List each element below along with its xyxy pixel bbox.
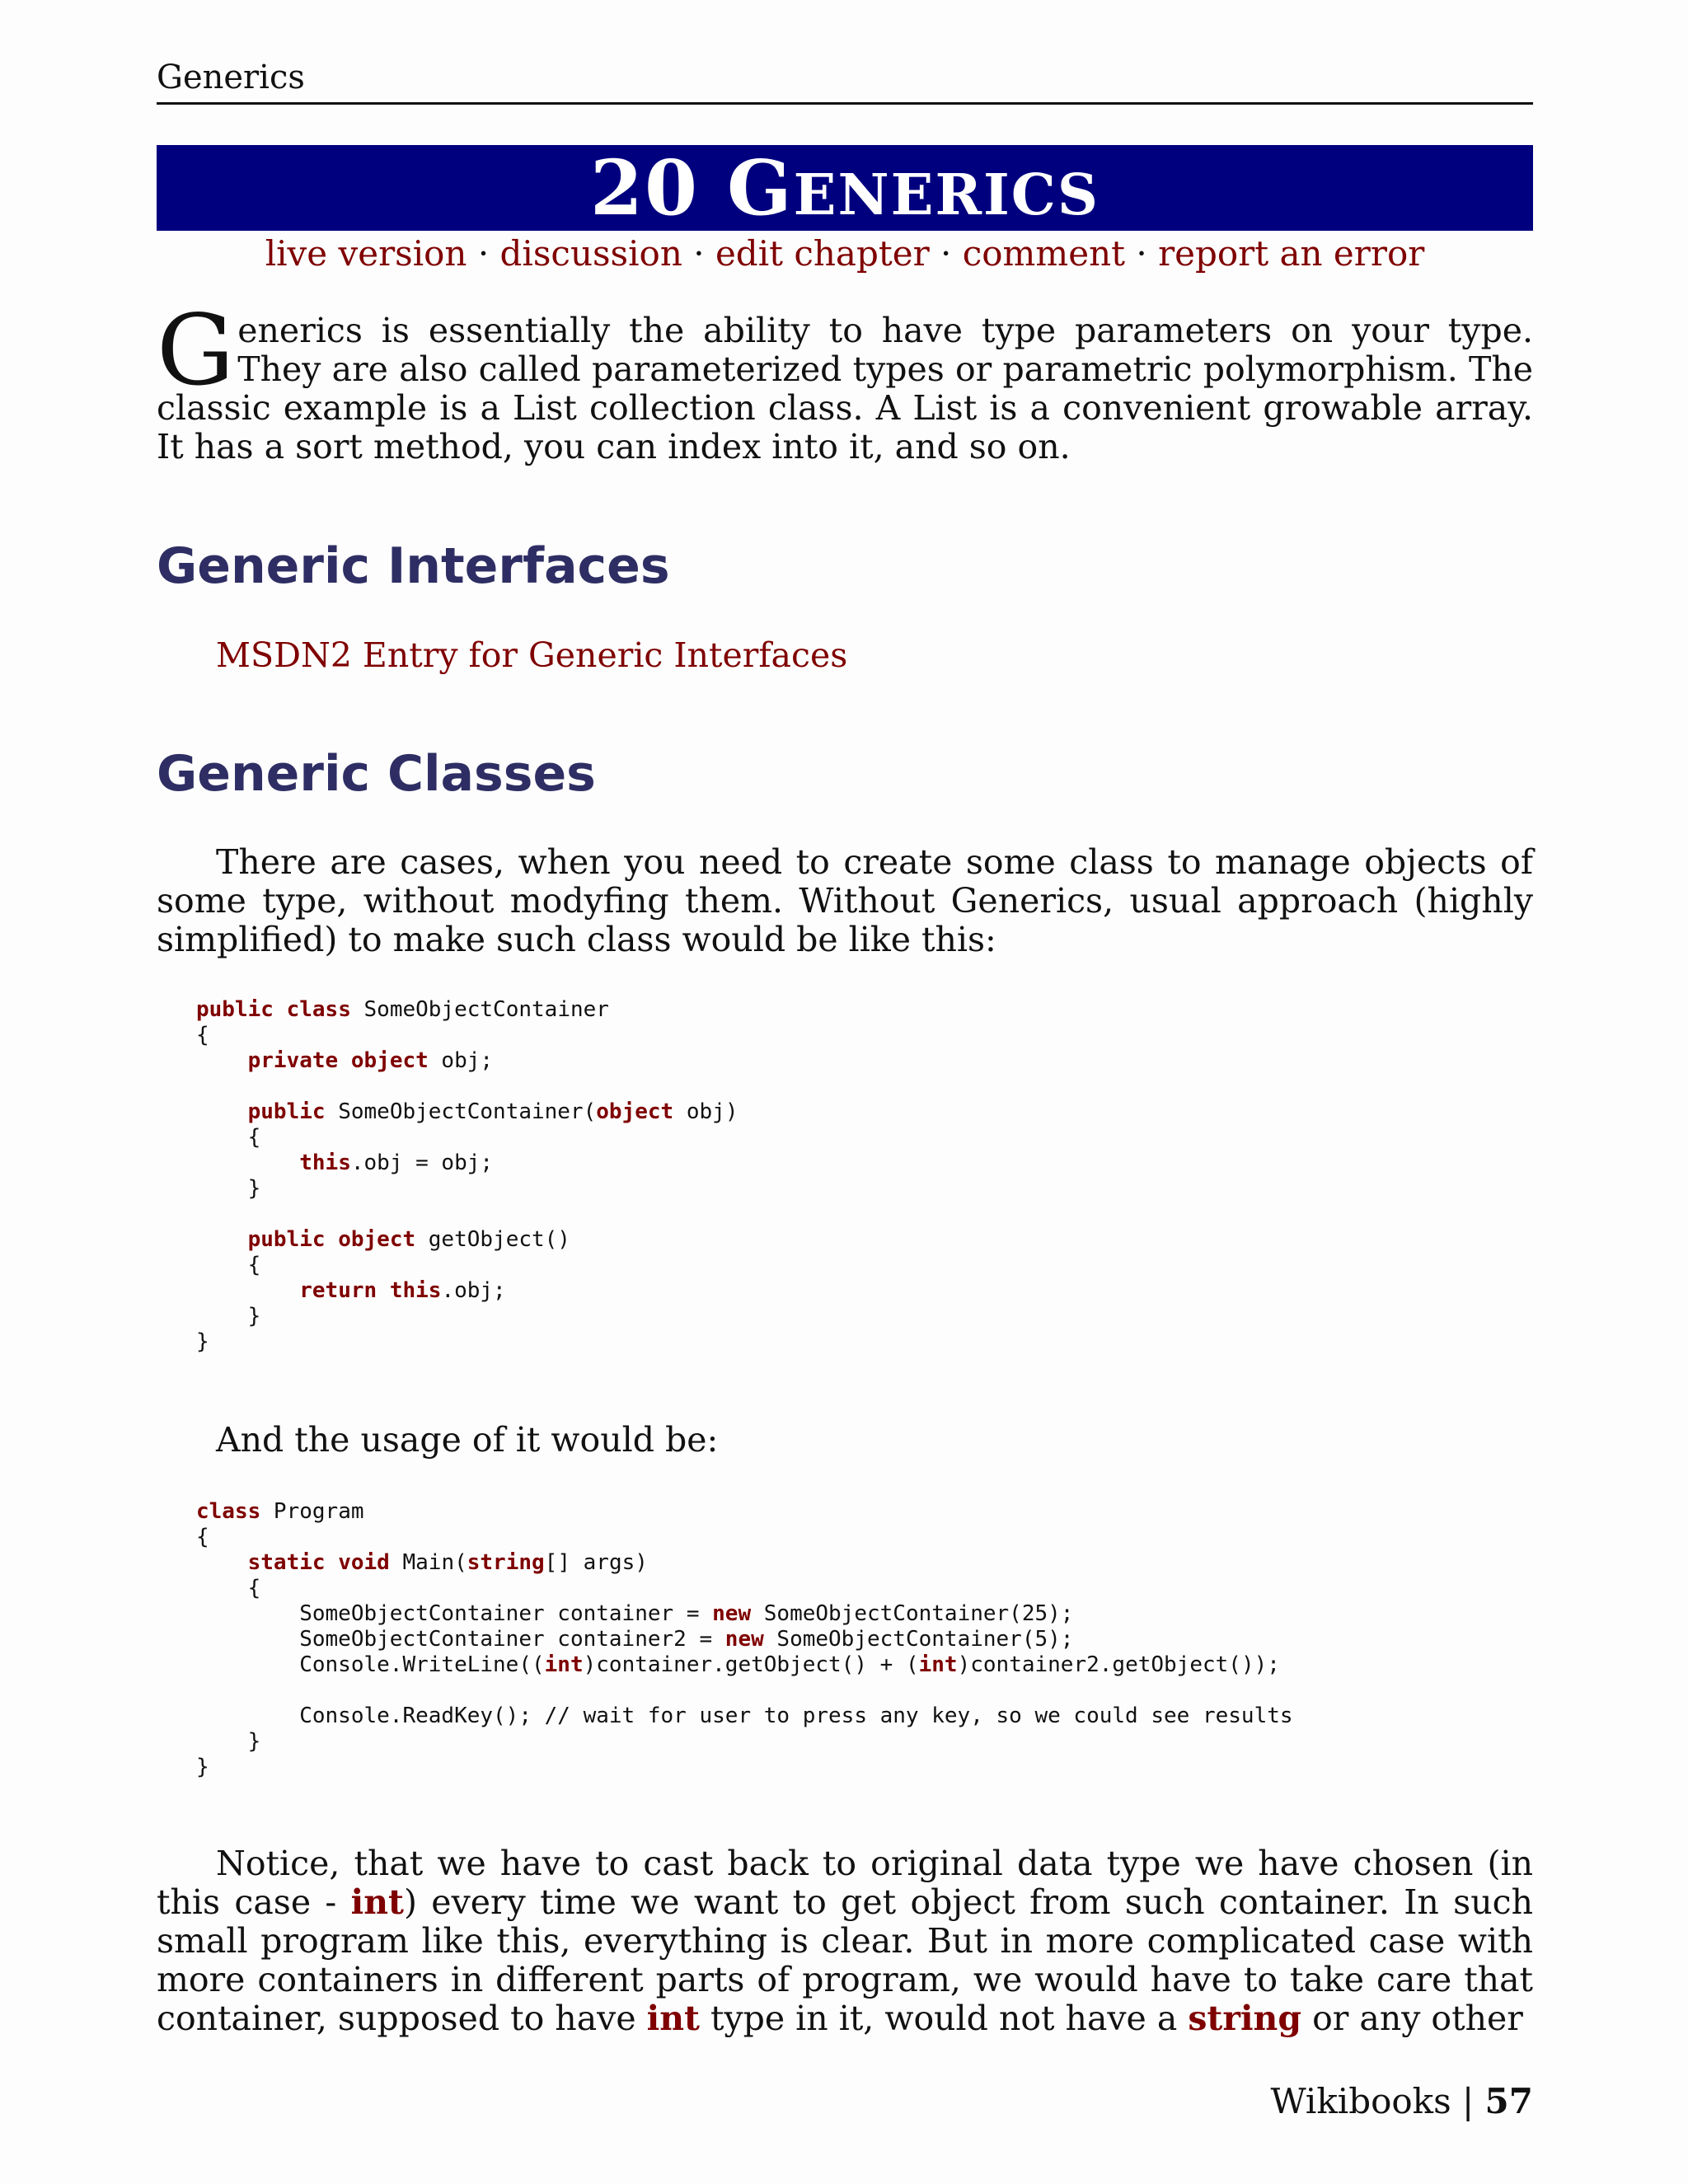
code-line bbox=[196, 1550, 648, 1575]
code-keyword: int bbox=[918, 1652, 958, 1677]
code-text bbox=[326, 1550, 339, 1575]
code-text: obj; bbox=[428, 1048, 494, 1073]
code-line bbox=[196, 1525, 209, 1549]
code-keyword: string bbox=[467, 1550, 545, 1575]
chapter-title-banner bbox=[157, 145, 1533, 231]
paragraph-notice bbox=[157, 1844, 1533, 2038]
code-block-container-class bbox=[196, 997, 738, 1355]
msdn-generic-interfaces-link[interactable]: MSDN2 Entry for Generic Interfaces bbox=[216, 635, 848, 675]
code-text: { bbox=[196, 1525, 209, 1549]
link-separator: · bbox=[477, 233, 490, 274]
link-report-error[interactable]: report an error bbox=[1158, 233, 1425, 274]
footer-divider: | bbox=[1462, 2081, 1475, 2121]
link-separator: · bbox=[1136, 233, 1147, 274]
code-keyword: public bbox=[196, 997, 274, 1022]
code-line bbox=[196, 1704, 1293, 1728]
code-line bbox=[196, 1329, 209, 1354]
link-separator: · bbox=[693, 233, 705, 274]
code-line bbox=[196, 1601, 1073, 1626]
code-text: SomeObjectContainer container = bbox=[196, 1601, 713, 1626]
code-text: Console.ReadKey(); // wait for user to press any key, so we could see results bbox=[196, 1704, 1293, 1728]
code-line bbox=[196, 997, 609, 1022]
code-keyword: return bbox=[299, 1278, 377, 1303]
code-text: Program bbox=[260, 1499, 364, 1524]
code-line bbox=[196, 1278, 506, 1303]
footer-publisher: Wikibooks bbox=[1270, 2081, 1451, 2121]
code-text bbox=[196, 1048, 248, 1073]
code-line bbox=[196, 1755, 209, 1779]
code-text: SomeObjectContainer(5); bbox=[763, 1627, 1074, 1652]
code-keyword: class bbox=[196, 1499, 261, 1524]
code-line bbox=[196, 1125, 260, 1150]
page-number: 57 bbox=[1484, 2081, 1533, 2121]
code-keyword: object bbox=[596, 1099, 674, 1124]
code-keyword: this bbox=[389, 1278, 442, 1303]
paragraph-usage: And the usage of it would be: bbox=[216, 1420, 719, 1460]
code-text: } bbox=[196, 1329, 209, 1354]
chapter-title-initial: G bbox=[727, 143, 794, 232]
section-heading-generic-interfaces: Generic Interfaces bbox=[157, 537, 670, 595]
code-line bbox=[196, 1099, 738, 1124]
link-discussion[interactable]: discussion bbox=[499, 233, 682, 274]
code-text bbox=[196, 1227, 248, 1252]
code-text: .obj = obj; bbox=[350, 1151, 494, 1175]
code-line bbox=[196, 1576, 260, 1601]
code-text: } bbox=[196, 1176, 261, 1201]
code-text bbox=[377, 1278, 390, 1303]
page-footer bbox=[1270, 2081, 1533, 2122]
code-line bbox=[196, 1151, 493, 1175]
code-text bbox=[196, 1099, 248, 1124]
code-line bbox=[196, 1176, 260, 1201]
code-keyword: object bbox=[338, 1227, 416, 1252]
code-line bbox=[196, 1253, 260, 1277]
code-text: { bbox=[196, 1023, 209, 1047]
code-text bbox=[196, 1278, 299, 1303]
code-keyword: private bbox=[247, 1048, 339, 1073]
code-text: Main( bbox=[389, 1550, 467, 1575]
inline-keyword-string: string bbox=[1188, 1999, 1302, 2038]
code-keyword: new bbox=[724, 1627, 764, 1652]
chapter-title-rest: ENERICS bbox=[793, 162, 1100, 228]
code-block-program bbox=[196, 1499, 1293, 1780]
inline-keyword-int: int bbox=[350, 1882, 404, 1922]
link-comment[interactable]: comment bbox=[962, 233, 1125, 274]
drop-cap: G bbox=[157, 293, 235, 407]
code-line bbox=[196, 1499, 364, 1524]
code-text: Console.WriteLine(( bbox=[196, 1652, 545, 1677]
section-heading-generic-classes: Generic Classes bbox=[157, 745, 596, 803]
code-keyword: public bbox=[247, 1099, 326, 1124]
code-text: obj) bbox=[673, 1099, 738, 1124]
notice-text-c: type in it, would not have a bbox=[699, 1999, 1189, 2038]
chapter-links bbox=[157, 232, 1533, 275]
code-keyword: static bbox=[247, 1550, 326, 1575]
code-text: { bbox=[196, 1125, 261, 1150]
code-text bbox=[196, 1550, 248, 1575]
code-text bbox=[274, 997, 287, 1022]
code-line bbox=[196, 1304, 260, 1329]
notice-text-b: ) every time we want to get object from such container. In such small program like this, everything is clear. But in more complicated case with more containers in different parts of program, we would have to take care that container, supposed to have bbox=[157, 1882, 1533, 2038]
running-header: Generics bbox=[157, 59, 305, 96]
code-text: SomeObjectContainer(25); bbox=[751, 1601, 1074, 1626]
intro-text: enerics is essentially the ability to have type parameters on your type. They are also called parameterized types or parametric polymorphism. The classic example is a List collection class. A List is a convenient growable array. It has a sort method, you can index into it, and so on. bbox=[157, 311, 1533, 466]
code-text: )container.getObject() + ( bbox=[583, 1652, 919, 1677]
code-keyword: object bbox=[350, 1048, 429, 1073]
link-edit-chapter[interactable]: edit chapter bbox=[715, 233, 930, 274]
code-text: } bbox=[196, 1304, 261, 1329]
code-keyword: class bbox=[286, 997, 351, 1022]
code-keyword: public bbox=[247, 1227, 326, 1252]
code-text: { bbox=[196, 1253, 261, 1277]
code-line bbox=[196, 1048, 493, 1073]
code-text bbox=[326, 1227, 339, 1252]
intro-paragraph bbox=[157, 293, 1533, 466]
code-text: } bbox=[196, 1755, 209, 1779]
code-keyword: void bbox=[338, 1550, 390, 1575]
code-text: SomeObjectContainer( bbox=[325, 1099, 597, 1124]
code-line bbox=[196, 1729, 260, 1754]
chapter-number: 20 bbox=[589, 143, 700, 232]
code-line bbox=[196, 1627, 1073, 1652]
code-text bbox=[338, 1048, 351, 1073]
code-text: [] args) bbox=[544, 1550, 648, 1575]
code-text: getObject() bbox=[415, 1227, 570, 1252]
code-line bbox=[196, 1227, 570, 1252]
code-text: { bbox=[196, 1576, 261, 1601]
code-text: )container2.getObject()); bbox=[957, 1652, 1280, 1677]
link-live-version[interactable]: live version bbox=[265, 233, 467, 274]
header-rule bbox=[157, 102, 1533, 105]
inline-keyword-int: int bbox=[646, 1999, 700, 2038]
notice-text-d: or any other bbox=[1301, 1999, 1523, 2038]
notice-text-a: Notice, that we have to cast back to original data type we have chosen (in this case - bbox=[157, 1844, 1533, 1922]
code-line bbox=[196, 1652, 1280, 1677]
code-line bbox=[196, 1023, 209, 1047]
link-separator: · bbox=[940, 233, 952, 274]
code-text bbox=[196, 1151, 299, 1175]
code-text: SomeObjectContainer container2 = bbox=[196, 1627, 725, 1652]
paragraph-classes-intro: There are cases, when you need to create some class to manage objects of some type, without modyfing them. Without Generics, usual approach (highly simplified) to make such class would be like this: bbox=[157, 842, 1533, 959]
code-keyword: int bbox=[544, 1652, 584, 1677]
code-keyword: this bbox=[299, 1151, 351, 1175]
code-text: .obj; bbox=[441, 1278, 506, 1303]
code-text: } bbox=[196, 1729, 261, 1754]
code-text: SomeObjectContainer bbox=[350, 997, 609, 1022]
code-keyword: new bbox=[712, 1601, 752, 1626]
